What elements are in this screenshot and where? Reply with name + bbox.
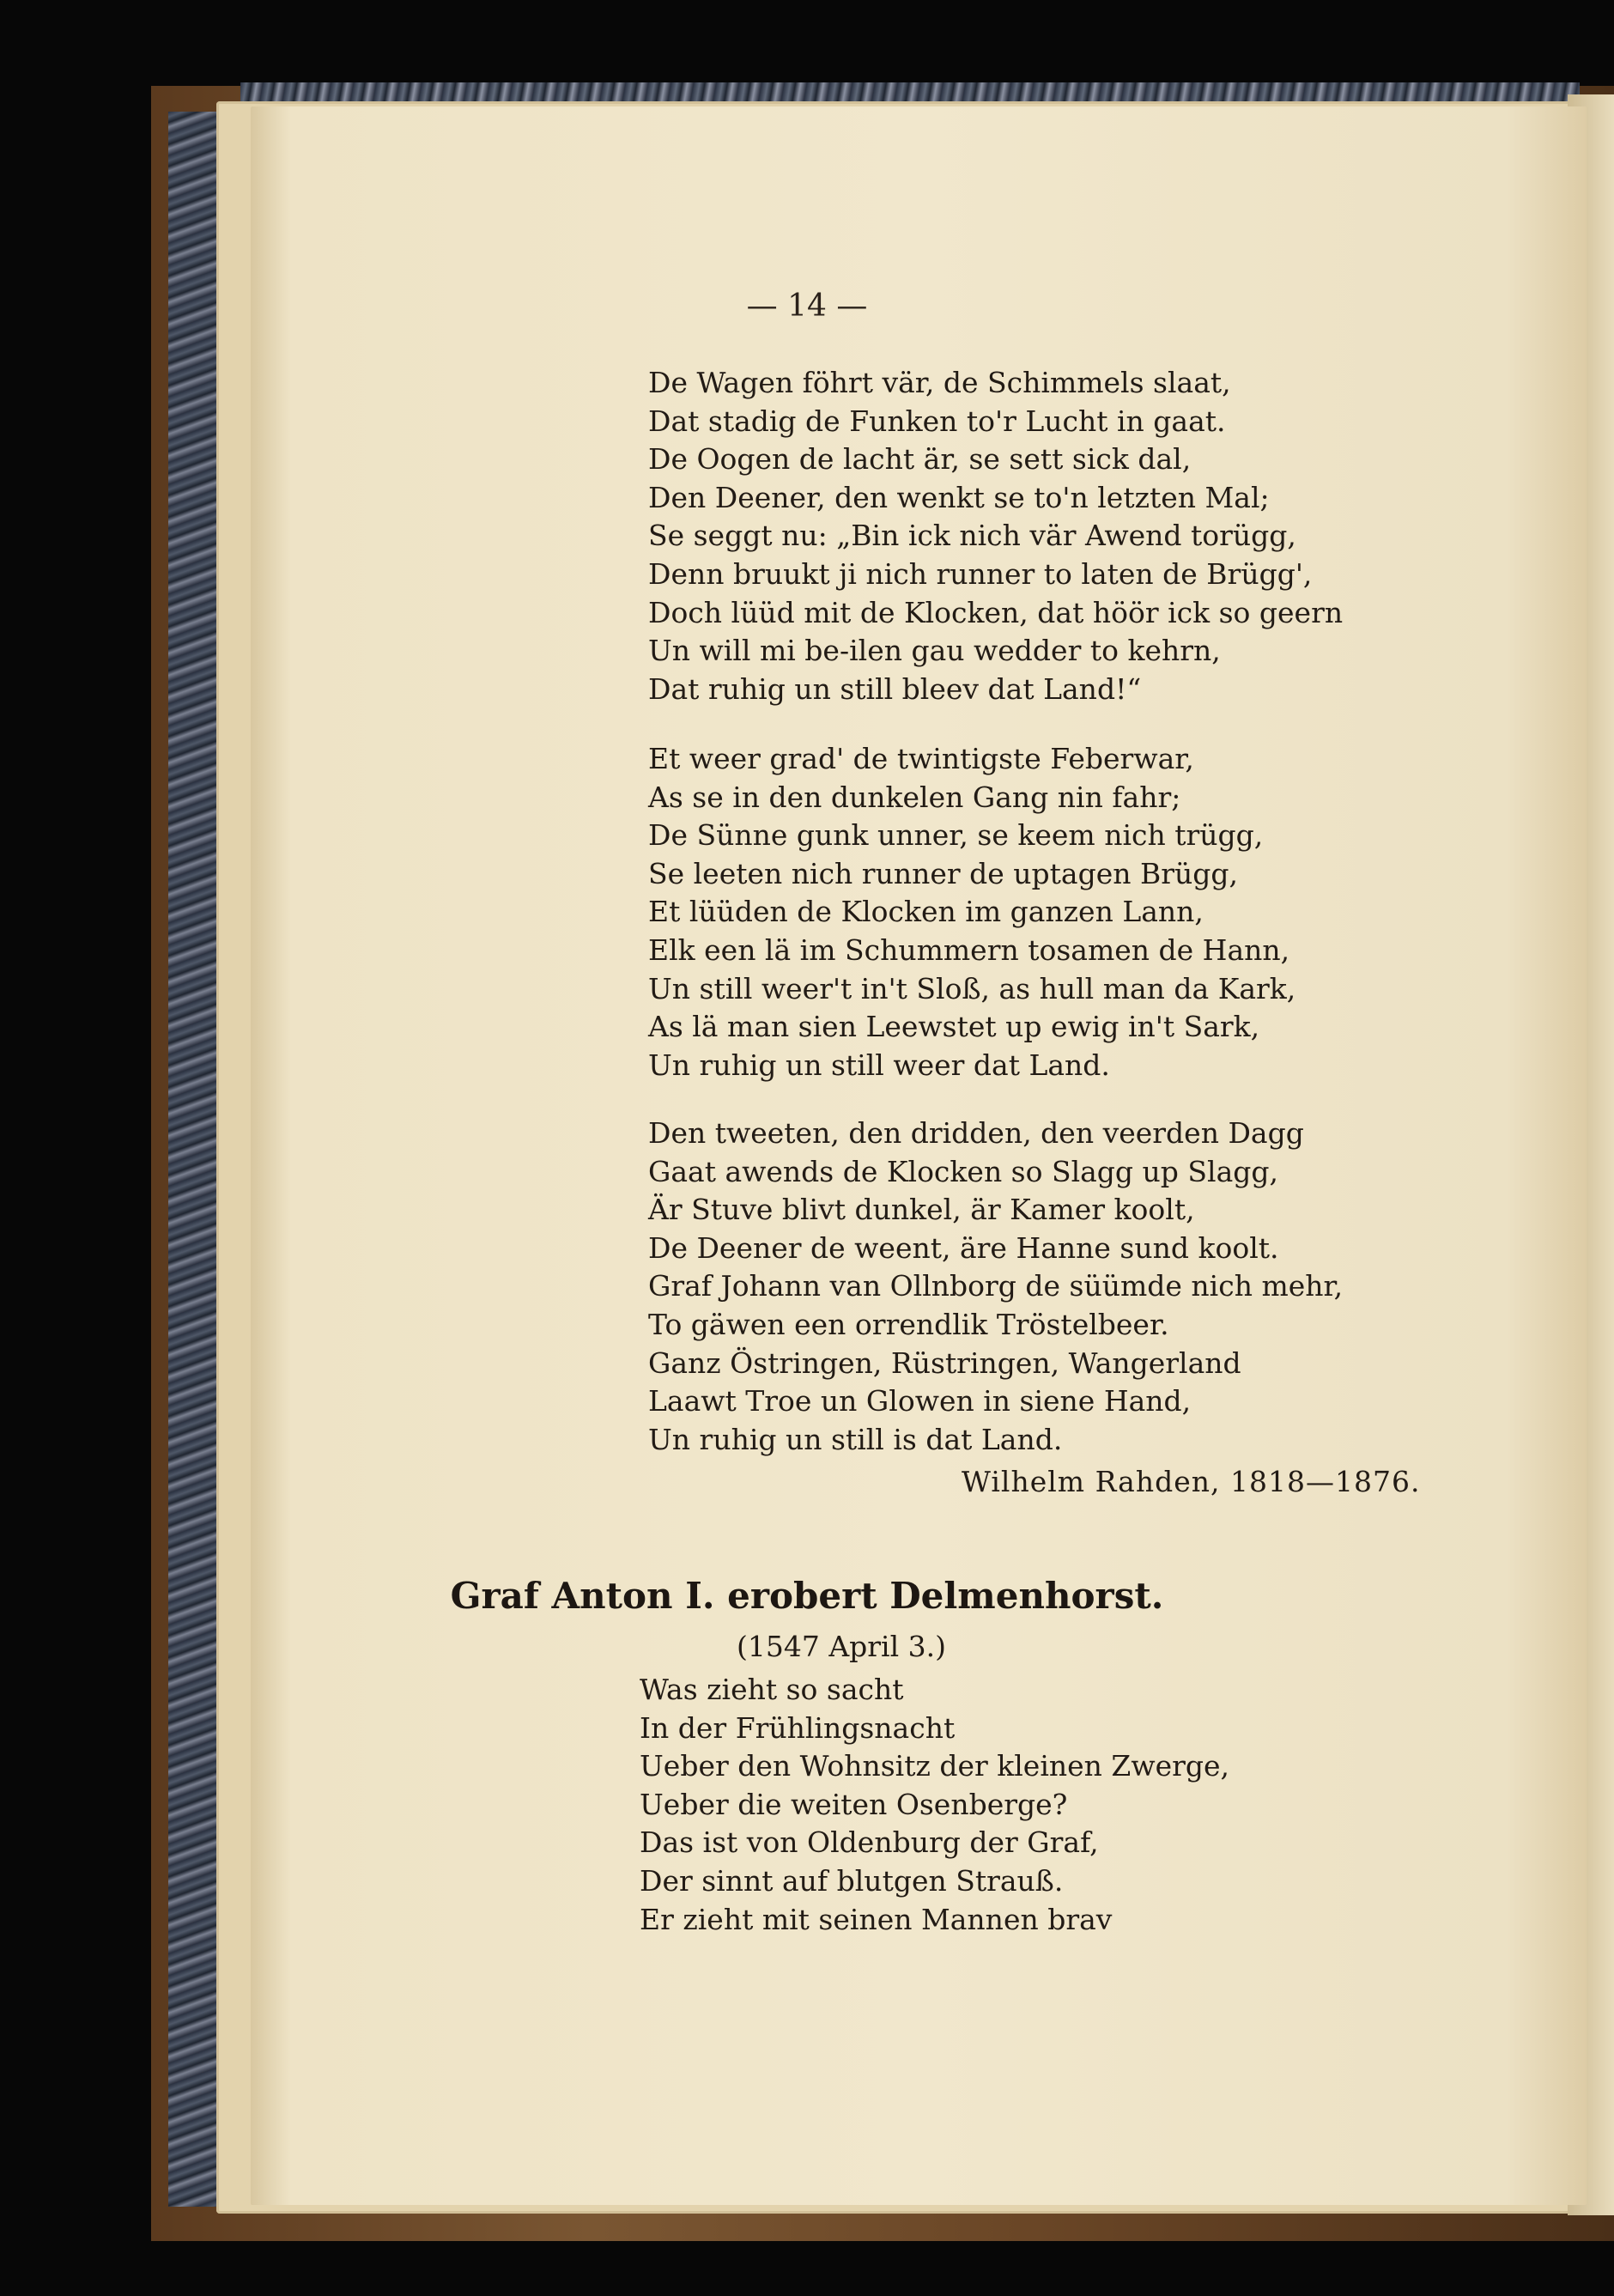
poem-line: Gaat awends de Klocken so Slagg up Slagg,	[648, 1154, 1278, 1188]
poem-line: As se in den dunkelen Gang nin fahr;	[648, 780, 1181, 814]
poem-line: Et lüüden de Klocken im ganzen Lann,	[648, 895, 1204, 929]
poem-line: Den tweeten, den dridden, den veerden Dagg	[648, 1116, 1304, 1150]
poem-line: Un ruhig un still is dat Land.	[648, 1422, 1063, 1456]
poem-title: Graf Anton I. erobert Delmenhorst.	[450, 1575, 1164, 1617]
poem-line: Dat ruhig un still bleev dat Land!“	[648, 671, 1142, 706]
poem-subtitle: (1547 April 3.)	[736, 1630, 947, 1663]
poem-line: De Oogen de lacht är, se sett sick dal,	[648, 442, 1192, 477]
poem-line: Et weer grad' de twintigste Feberwar,	[648, 742, 1194, 775]
poem-line: Un ruhig un still weer dat Land.	[648, 1048, 1110, 1082]
poem-line: Den Deener, den wenkt se to'n letzten Mal;	[648, 480, 1270, 514]
poem-line: De Sünne gunk unner, se keem nich trügg,	[648, 818, 1264, 853]
marbled-top-edge	[240, 82, 1580, 101]
poem-author: Wilhelm Rahden, 1818—1876.	[962, 1465, 1421, 1498]
poem-line: In der Frühlingsnacht	[640, 1710, 956, 1745]
poem-line: De Wagen föhrt vär, de Schimmels slaat,	[648, 366, 1231, 399]
poem-line: As lä man sien Leewstet up ewig in't Sark,	[648, 1010, 1260, 1044]
poem-stanza	[640, 1671, 1229, 1939]
poem-line: Är Stuve blivt dunkel, är Kamer koolt,	[648, 1193, 1195, 1227]
poem-line: Dat stadig de Funken to'r Lucht in gaat.	[648, 404, 1226, 438]
poem-line: Laawt Troe un Glowen in siene Hand,	[648, 1384, 1192, 1418]
poem-stanza	[648, 740, 1295, 1084]
poem-line: Se seggt nu: „Bin ick nich vär Awend torügg,	[648, 519, 1296, 553]
poem-line: Der sinnt auf blutgen Strauß.	[640, 1863, 1064, 1898]
poem-stanza	[648, 364, 1343, 708]
page-number: — 14 —	[746, 289, 868, 324]
poem-line: Graf Johann van Ollnborg de süümde nich mehr,	[648, 1269, 1344, 1303]
poem-stanza	[648, 1115, 1343, 1459]
poem-line: Elk een lä im Schummern tosamen de Hann,	[648, 932, 1290, 967]
poem-line: Denn bruukt ji nich runner to laten de Brügg',	[648, 556, 1313, 591]
poem-line: De Deener de weent, äre Hanne sund koolt.	[648, 1230, 1279, 1265]
poem-line: Was zieht so sacht	[640, 1673, 904, 1706]
poem-line: Doch lüüd mit de Klocken, dat höör ick so geern	[648, 595, 1344, 629]
poem-line: Das ist von Oldenburg der Graf,	[640, 1825, 1099, 1860]
poem-line: Un still weer't in't Sloß, as hull man da Kark,	[648, 971, 1296, 1005]
poem-line: To gäwen een orrendlik Tröstelbeer.	[648, 1307, 1169, 1341]
poem-line: Er zieht mit seinen Mannen brav	[640, 1902, 1113, 1936]
poem-line: Ueber die weiten Osenberge?	[640, 1787, 1068, 1821]
poem-line: Ganz Östringen, Rüstringen, Wangerland	[648, 1345, 1241, 1380]
poem-line: Un will mi be-ilen gau wedder to kehrn,	[648, 634, 1221, 668]
poem-line: Ueber den Wohnsitz der kleinen Zwerge,	[640, 1749, 1230, 1783]
poem-line: Se leeten nich runner de uptagen Brügg,	[648, 856, 1239, 890]
